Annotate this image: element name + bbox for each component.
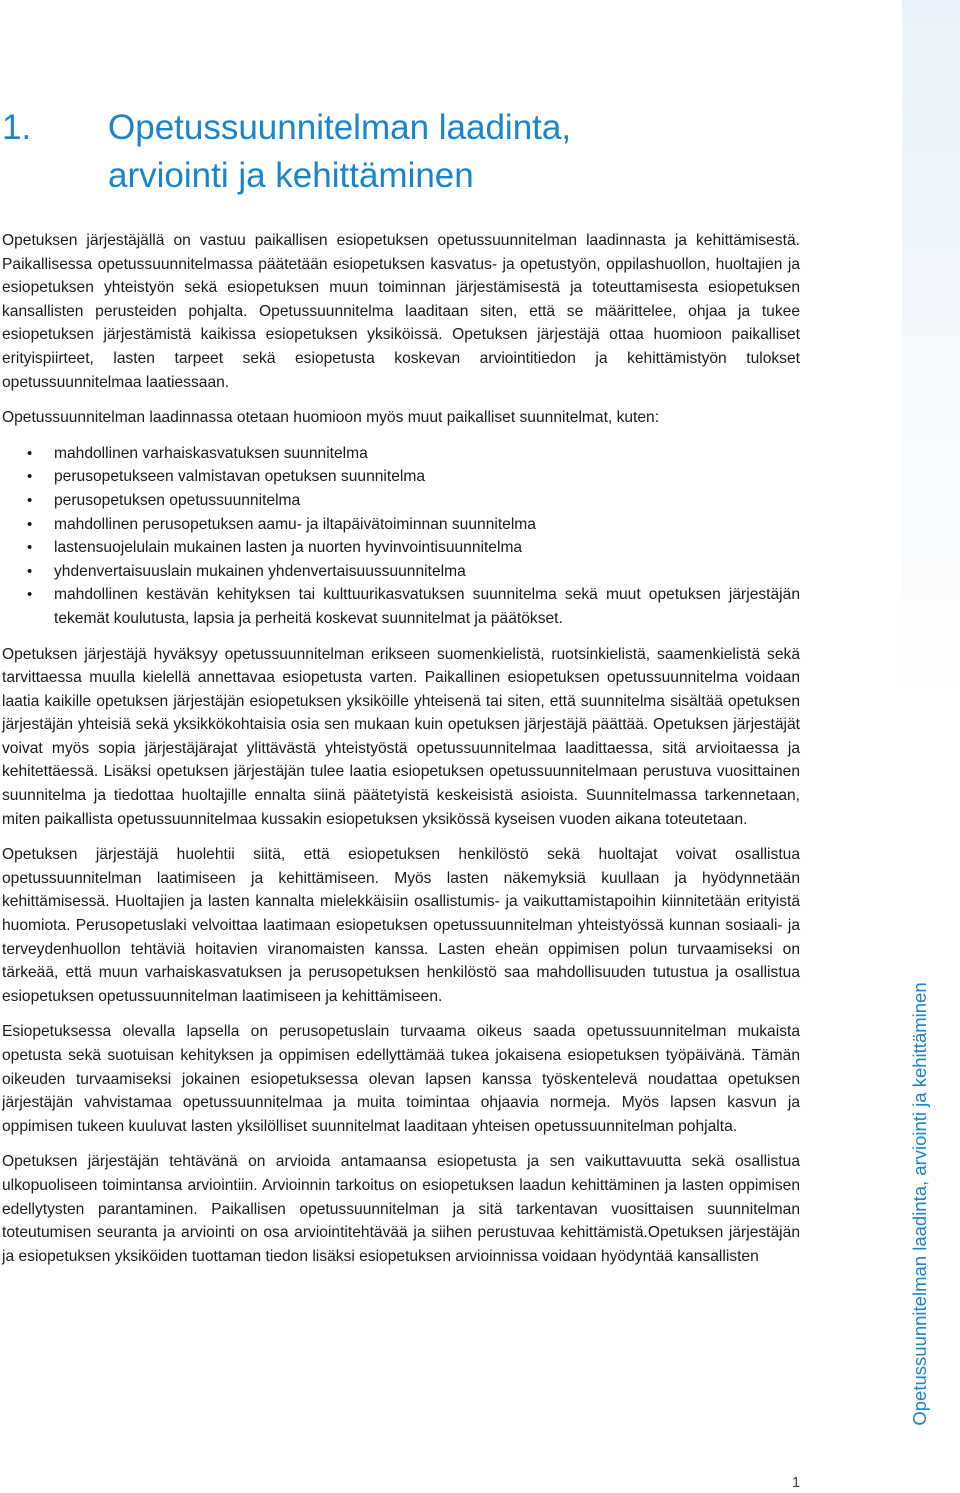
paragraph: Esiopetuksessa olevalla lapsella on perusopetuslain turvaama oikeus saada opetussuunnitelman mukaista opetusta sekä suotuisan kehityksen ja oppimisen edellyttämää tukea jokaisena esiopetuksen työpäivänä. Tämän oikeuden turvaamiseksi jokainen esiopetuksessa olevan lapsen kanssa työskentelevä noudattaa opetuksen järjestäjän vahvistamaa opetussuunnitelmaa ja muita toimintaa ohjaavia normeja. Myös lapsen kasvun ja oppimisen tukeen kuuluvat lasten yksilölliset suunnitelmat laaditaan yhteisen opetussuunnitelman pohjalta. (2, 1023, 800, 1135)
bullet-icon: • (27, 468, 33, 486)
bullet-icon: • (27, 586, 33, 604)
paragraph: Opetuksen järjestäjä huolehtii siitä, että esiopetuksen henkilöstö sekä huoltajat voivat osallistua opetussuunnitelman laatimiseen ja kehittämiseen. Myös lasten näkemyksiä kuullaan ja hyödynnetään kehittämisessä. Huoltajien ja lasten kannalta mielekkäisiin osallistumis- ja vaikuttamistapoihin kiinnitetään erityistä huomiota. Perusopetuslaki velvoittaa laatimaan esiopetuksen opetussuunnitelman yhteistyössä kunnan sosiaali- ja terveydenhuollon tehtäviä hoitavien viranomaisten kanssa. Lasten eheän oppimisen polun turvaamiseksi on tärkeää, että muun varhaiskasvatuksen ja perusopetuksen henkilöstö saa mahdollisuuden tutustua ja osallistua esiopetuksen opetussuunnitelman laatimiseen ja kehittämiseen. (2, 846, 800, 1005)
list-item (2, 536, 800, 560)
paragraph: Opetuksen järjestäjä hyväksyy opetussuunnitelman erikseen suomenkielistä, ruotsinkielistä, saamenkielistä sekä tarvittaessa muulla kielellä annettavaa esiopetusta varten. Paikallinen esiopetuksen opetussuunnitelma voidaan laatia kaikille opetuksen järjestäjän esiopetuksen yksiköille yhteisenä tai siten, että suunnitelma sisältää opetuksen järjestäjän yhteisiä sekä yksikkökohtaisia osia sen mukaan kuin opetuksen järjestäjä päättää. Opetuksen järjestäjät voivat myös sopia järjestäjärajat ylittävästä yhteistyöstä opetussuunnitelmaa laadittaessa, sitä arvioitaessa ja kehitettäessä. Lisäksi opetuksen järjestäjän tulee laatia esiopetuksen opetussuunnitelmaan perustuva vuosittainen suunnitelma ja tiedottaa huoltajille ennalta siinä päätetyistä keskeisistä asioista. Suunnitelmassa tarkennetaan, miten paikallista opetussuunnitelmaa kussakin esiopetuksen yksikössä kyseisen vuoden aikana toteutetaan. (2, 645, 800, 828)
list-item-text: perusopetukseen valmistavan opetuksen suunnitelma (54, 468, 426, 486)
page-number: 1 (791, 1474, 801, 1491)
bullet-icon: • (27, 539, 33, 557)
list-item-text: lastensuojelulain mukainen lasten ja nuorten hyvinvointisuunnitelma (54, 539, 523, 557)
bullet-icon: • (27, 562, 33, 580)
bullet-icon: • (27, 491, 33, 509)
list-item (2, 583, 800, 630)
list-item-text: yhdenvertaisuuslain mukainen yhdenvertaisuussuunnitelma (54, 562, 466, 580)
body-text (2, 229, 800, 1280)
chapter-title-line-2: arviointi ja kehittäminen (108, 156, 474, 195)
list-item (2, 442, 800, 466)
chapter-number: 1. (2, 108, 32, 147)
bullet-icon: • (27, 515, 33, 533)
chapter-title (108, 104, 808, 200)
paragraph: Opetussuunnitelman laadinnassa otetaan huomioon myös muut paikalliset suunnitelmat, kuten: (2, 409, 660, 427)
paragraph: Opetuksen järjestäjän tehtävänä on arvioida antamaansa esiopetusta ja sen vaikuttavuutta sekä osallistua ulkopuoliseen toimintansa arviointiin. Arvioinnin tarkoitus on esiopetuksen laadun kehittäminen ja lasten oppimisen edellytysten parantaminen. Paikallisen opetussuunnitelman ja sitä tarkentavan vuosittaisen suunnitelman toteutumisen seuranta ja arviointi on osa arviointitehtävää ja siihen perustuvaa kehittämistä.Opetuksen järjestäjän ja esiopetuksen yksiköiden tuottaman tiedon lisäksi esiopetuksen arvioinnissa voidaan hyödyntää kansallisten (2, 1153, 800, 1265)
list-item-text: perusopetuksen opetussuunnitelma (54, 491, 301, 509)
plans-list (2, 442, 800, 631)
list-item (2, 513, 800, 537)
list-item-text: mahdollinen varhaiskasvatuksen suunnitelma (54, 444, 368, 462)
list-item (2, 465, 800, 489)
list-item (2, 560, 800, 584)
chapter-title-line-1: Opetussuunnitelman laadinta, (108, 108, 572, 147)
list-item-text: mahdollinen kestävän kehityksen tai kulttuurikasvatuksen suunnitelma sekä muut opetuksen järjestäjän tekemät koulutusta, lapsia ja perheitä koskevat suunnitelmat ja päätökset. (54, 586, 800, 627)
list-item-text: mahdollinen perusopetuksen aamu- ja iltapäivätoiminnan suunnitelma (54, 515, 536, 533)
list-item (2, 489, 800, 513)
paragraph: Opetuksen järjestäjällä on vastuu paikallisen esiopetuksen opetussuunnitelman laadinnasta ja kehittämisestä. Paikallisessa opetussuunnitelmassa päätetään esiopetuksen kasvatus- ja opetustyön, oppilashuollon, huoltajien ja esiopetuksen yhteistyön sekä esiopetuksen muun toiminnan järjestämisestä ja toteuttamisesta esiopetuksen kansallisten perusteiden pohjalta. Opetussuunnitelma laaditaan siten, että se määrittelee, ohjaa ja tukee esiopetuksen järjestämistä kaikissa esiopetuksen yksiköissä. Opetuksen järjestäjä ottaa huomioon paikalliset erityispiirteet, lasten tarpeet sekä esiopetusta koskevan arviointitiedon ja kehittämistyön tulokset opetussuunnitelmaa laatiessaan. (2, 232, 800, 391)
side-running-title (898, 936, 942, 1471)
side-running-title-text: Opetussuunnitelman laadinta, arviointi ja kehittäminen (909, 981, 930, 1426)
bullet-icon: • (27, 444, 33, 462)
